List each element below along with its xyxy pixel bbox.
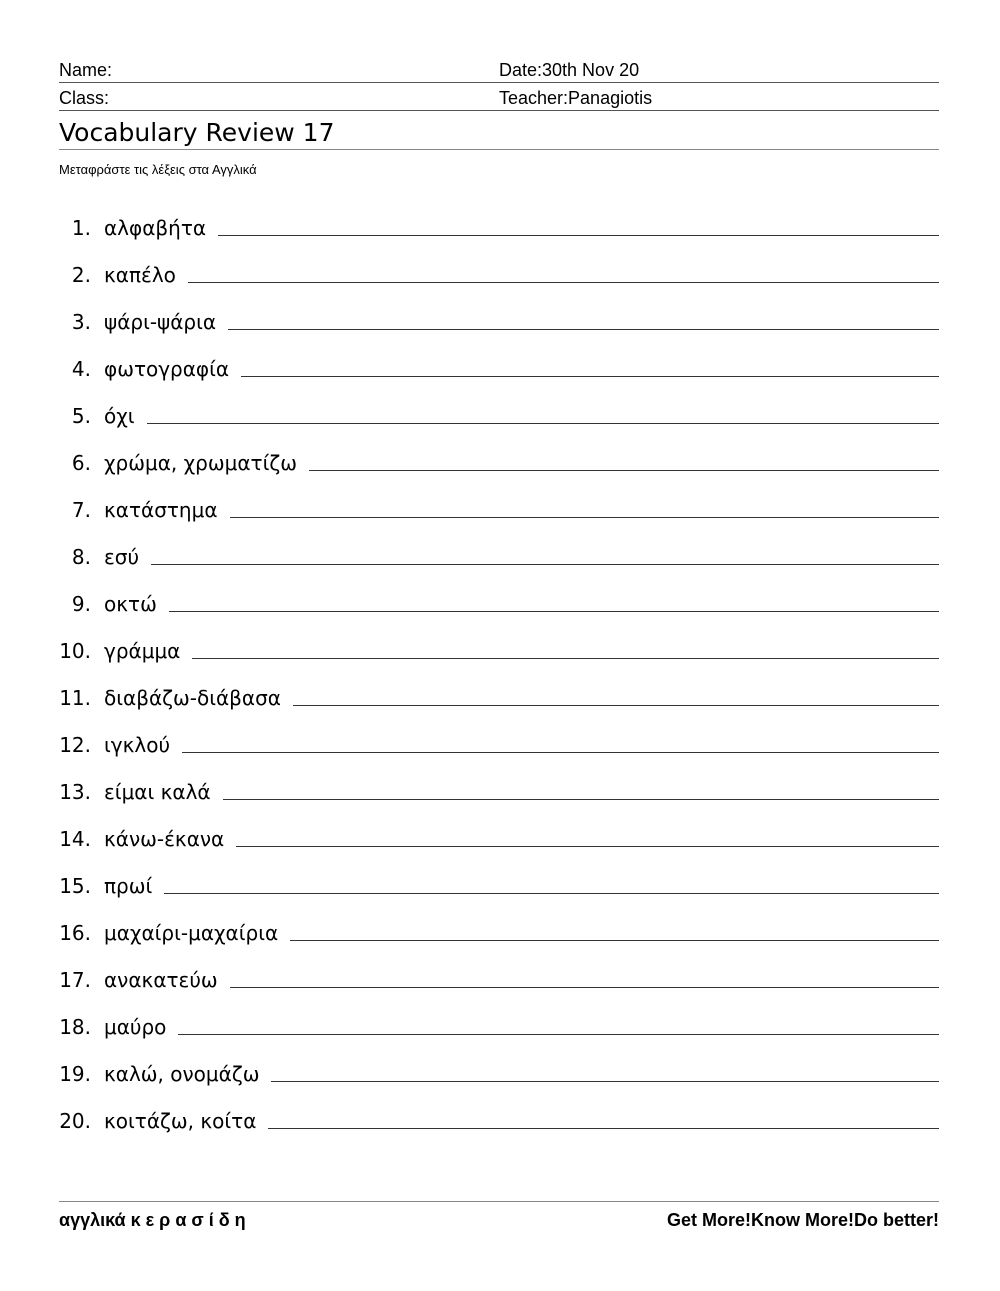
vocabulary-item bbox=[59, 477, 939, 524]
header-row-name-date bbox=[59, 56, 939, 83]
item-word: ψάρι-ψάρια bbox=[104, 310, 217, 334]
item-number: 14. bbox=[59, 827, 91, 851]
item-word: καλώ, ονομάζω bbox=[104, 1062, 260, 1086]
answer-line[interactable] bbox=[271, 1081, 939, 1082]
item-word: πρωί bbox=[104, 874, 153, 898]
answer-line[interactable] bbox=[236, 846, 939, 847]
answer-line[interactable] bbox=[309, 470, 939, 471]
answer-line[interactable] bbox=[228, 329, 939, 330]
answer-line[interactable] bbox=[151, 564, 939, 565]
header-row-class-teacher bbox=[59, 84, 939, 111]
vocabulary-item bbox=[59, 571, 939, 618]
item-number: 19. bbox=[59, 1062, 91, 1086]
item-number: 11. bbox=[59, 686, 91, 710]
vocabulary-list bbox=[59, 195, 939, 1135]
answer-line[interactable] bbox=[293, 705, 939, 706]
item-word: κατάστημα bbox=[104, 498, 218, 522]
page-title: Vocabulary Review 17 bbox=[59, 118, 335, 147]
item-number: 6. bbox=[71, 451, 91, 475]
item-word: ανακατεύω bbox=[104, 968, 218, 992]
item-word: είμαι καλά bbox=[104, 780, 211, 804]
item-number: 18. bbox=[59, 1015, 91, 1039]
item-number: 2. bbox=[71, 263, 91, 287]
item-word: όχι bbox=[104, 404, 135, 428]
answer-line[interactable] bbox=[230, 987, 939, 988]
item-word: εσύ bbox=[104, 545, 140, 569]
item-word: ιγκλού bbox=[104, 733, 171, 757]
answer-line[interactable] bbox=[223, 799, 939, 800]
item-word: καπέλο bbox=[104, 263, 176, 287]
answer-line[interactable] bbox=[182, 752, 939, 753]
vocabulary-item bbox=[59, 1041, 939, 1088]
footer-brand: αγγλικά κ ε ρ α σ ί δ η bbox=[59, 1210, 246, 1230]
item-number: 13. bbox=[59, 780, 91, 804]
item-number: 4. bbox=[71, 357, 91, 381]
date-label: Date:30th Nov 20 bbox=[499, 60, 640, 80]
answer-line[interactable] bbox=[188, 282, 939, 283]
teacher-label: Teacher:Panagiotis bbox=[499, 88, 653, 108]
class-label: Class: bbox=[59, 88, 110, 108]
vocabulary-item bbox=[59, 1088, 939, 1135]
item-number: 7. bbox=[71, 498, 91, 522]
vocabulary-item bbox=[59, 712, 939, 759]
item-number: 10. bbox=[59, 639, 91, 663]
item-word: κάνω-έκανα bbox=[104, 827, 225, 851]
answer-line[interactable] bbox=[169, 611, 939, 612]
vocabulary-item bbox=[59, 994, 939, 1041]
vocabulary-item bbox=[59, 900, 939, 947]
item-number: 8. bbox=[71, 545, 91, 569]
vocabulary-item bbox=[59, 242, 939, 289]
vocabulary-item bbox=[59, 665, 939, 712]
item-number: 15. bbox=[59, 874, 91, 898]
item-word: μαχαίρι-μαχαίρια bbox=[104, 921, 279, 945]
item-number: 12. bbox=[59, 733, 91, 757]
vocabulary-item bbox=[59, 336, 939, 383]
title-row bbox=[59, 112, 939, 150]
vocabulary-item bbox=[59, 806, 939, 853]
footer bbox=[59, 1201, 939, 1236]
item-number: 3. bbox=[71, 310, 91, 334]
vocabulary-item bbox=[59, 759, 939, 806]
item-number: 17. bbox=[59, 968, 91, 992]
item-word: διαβάζω-διάβασα bbox=[104, 686, 281, 710]
vocabulary-item bbox=[59, 383, 939, 430]
item-word: κοιτάζω, κοίτα bbox=[104, 1109, 257, 1133]
item-word: χρώμα, χρωματίζω bbox=[104, 451, 297, 475]
answer-line[interactable] bbox=[268, 1128, 939, 1129]
name-label: Name: bbox=[59, 60, 113, 80]
vocabulary-item bbox=[59, 430, 939, 477]
footer-slogan: Get More!Know More!Do better! bbox=[667, 1210, 939, 1230]
item-number: 9. bbox=[71, 592, 91, 616]
answer-line[interactable] bbox=[164, 893, 939, 894]
item-word: αλφαβήτα bbox=[104, 216, 207, 240]
vocabulary-item bbox=[59, 947, 939, 994]
vocabulary-item bbox=[59, 195, 939, 242]
answer-line[interactable] bbox=[178, 1034, 939, 1035]
item-word: οκτώ bbox=[104, 592, 157, 616]
answer-line[interactable] bbox=[192, 658, 939, 659]
vocabulary-item bbox=[59, 524, 939, 571]
answer-line[interactable] bbox=[230, 517, 940, 518]
item-word: γράμμα bbox=[104, 639, 181, 663]
answer-line[interactable] bbox=[241, 376, 939, 377]
item-number: 20. bbox=[59, 1109, 91, 1133]
answer-line[interactable] bbox=[218, 235, 939, 236]
answer-line[interactable] bbox=[290, 940, 939, 941]
item-number: 16. bbox=[59, 921, 91, 945]
vocabulary-item bbox=[59, 618, 939, 665]
item-word: μαύρο bbox=[104, 1015, 167, 1039]
instructions: Μεταφράστε τις λέξεις στα Αγγλικά bbox=[59, 162, 257, 177]
vocabulary-item bbox=[59, 853, 939, 900]
answer-line[interactable] bbox=[147, 423, 939, 424]
item-number: 1. bbox=[71, 216, 91, 240]
vocabulary-item bbox=[59, 289, 939, 336]
item-word: φωτογραφία bbox=[104, 357, 230, 381]
item-number: 5. bbox=[71, 404, 91, 428]
